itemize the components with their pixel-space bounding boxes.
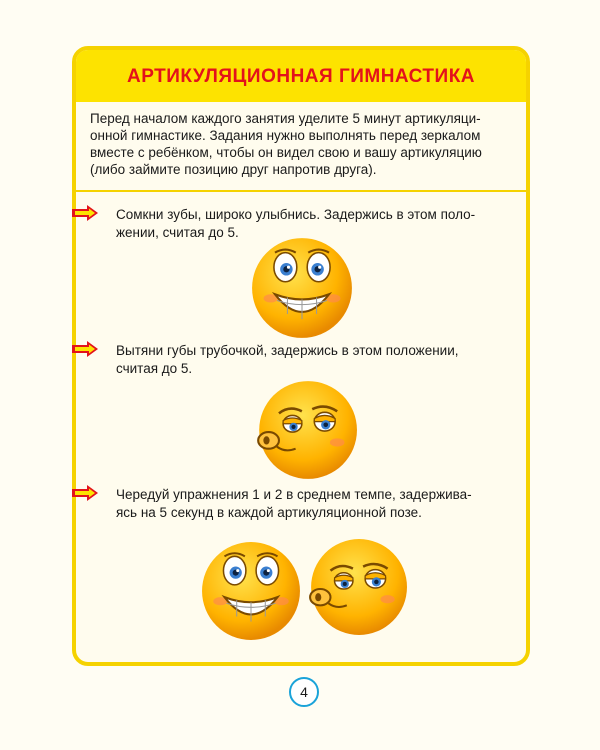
arrow-right-icon [70, 340, 100, 358]
step-line: Чередуй упражнения 1 и 2 в среднем темпе, задержива- [116, 487, 472, 502]
page-title: АРТИКУЛЯЦИОННАЯ ГИМНАСТИКА [126, 66, 476, 87]
page-number: 4 [289, 677, 319, 707]
pouting-face-icon [254, 378, 358, 482]
smiling-face-icon [250, 236, 354, 340]
title-bar [76, 50, 526, 102]
step-line: жении, считая до 5. [116, 225, 239, 240]
pouting-face-icon [306, 536, 408, 638]
step-line: Сомкни зубы, широко улыбнись. Задержись в этом поло- [116, 207, 476, 222]
step-3-text [116, 486, 524, 522]
step-line: ясь на 5 секунд в каждой артикуляционной позе. [116, 505, 422, 520]
step-line: считая до 5. [116, 361, 193, 376]
step-line: Вытяни губы трубочкой, задержись в этом положении, [116, 343, 459, 358]
intro-line: Перед началом каждого занятия уделите 5 минут артикуляци- [90, 111, 481, 126]
intro-line: вместе с ребёнком, чтобы он видел свою и вашу артикуляцию [90, 145, 482, 160]
intro-text [90, 110, 512, 178]
intro-line: (либо займите позицию друг напротив друга). [90, 162, 377, 177]
arrow-right-icon [70, 204, 100, 222]
arrow-right-icon [70, 484, 100, 502]
intro-line: онной гимнастике. Задания нужно выполнять перед зеркалом [90, 128, 481, 143]
divider [76, 190, 526, 192]
smiling-face-icon [200, 540, 302, 642]
step-2-text [116, 342, 524, 378]
